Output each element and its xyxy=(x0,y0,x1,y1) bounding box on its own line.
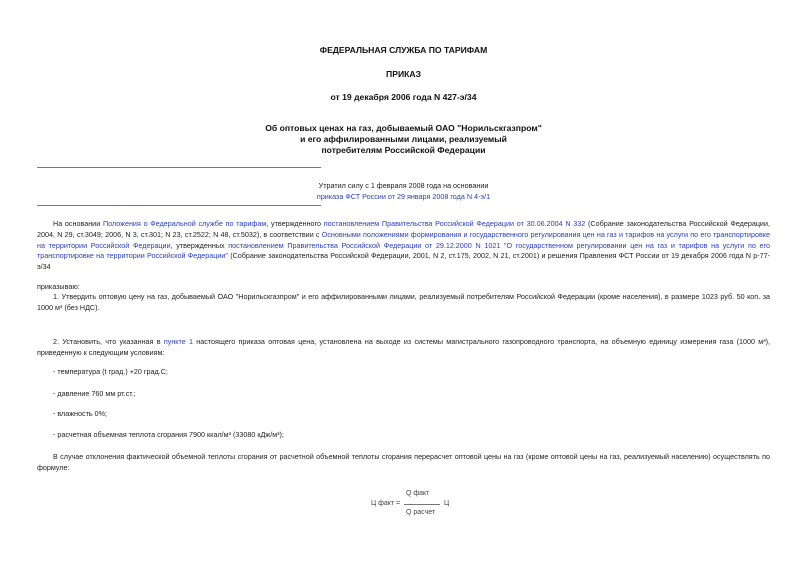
preamble-text-4: , утвержденных xyxy=(170,240,229,250)
status-note-link[interactable]: приказа ФСТ России от 29 января 2008 года N 4-э/1 xyxy=(316,192,491,201)
condition-temperature: - температура (t град.) +20 град.С; xyxy=(53,367,168,376)
doc-title-line-2: и его аффилированными лицами, реализуемый xyxy=(300,134,507,144)
condition-humidity: - влажность 0%; xyxy=(53,409,108,418)
condition-heat-value: - расчетная объемная теплота сгорания 7900 ккал/м³ (33080 кДж/м³); xyxy=(53,430,284,439)
formula-lhs: Ц факт = xyxy=(371,500,401,507)
link-basic-provisions[interactable]: Основными положениями формирования и государственного регулирования цен на газ и тарифов на услуги по его транспортировке на территории Российской Федерации xyxy=(37,229,770,250)
item-2-text-1: 2. Установить, что указанная в xyxy=(53,337,164,346)
preamble-text-3: (Собрание законодательства Российской Федерации, 2004, N 29, ст.3049; 2006, N 3, ст.301; N 23, ст.2522; N 48, ст.5032), в соответствии с xyxy=(37,219,770,239)
link-resolution-332[interactable]: постановлением Правительства Российской Федерации от 30.06.2004 N 332 xyxy=(323,219,586,228)
item-2-paragraph xyxy=(37,337,770,359)
doc-title-line-3: потребителям Российской Федерации xyxy=(321,145,486,155)
order-word: приказываю: xyxy=(37,282,80,291)
preamble-text-2: , утвержденного xyxy=(266,219,324,228)
doc-title-line-1: Об оптовых ценах на газ, добываемый ОАО "Норильскгазпром" xyxy=(265,123,542,133)
doc-date-number: от 19 декабря 2006 года N 427-э/34 xyxy=(330,92,477,102)
deviation-paragraph: В случае отклонения фактической объемной теплоты сгорания от расчетной объемной теплоты сгорания перерасчет оптовой цены на газ (кроме оптовой цены на газ, реализуемый населению) осуществлять по формуле: xyxy=(37,452,770,472)
item-2-text-2: настоящего приказа оптовая цена, установлена на выходе из системы магистрального газопроводного транспорта, на объемную единицу измерения газа (1000 м³), приведенную к следующим условиям: xyxy=(37,337,770,357)
condition-pressure: - давление 760 мм рт.ст.; xyxy=(53,389,136,398)
formula-fraction-bar xyxy=(404,504,440,505)
item-1-paragraph: 1. Утвердить оптовую цену на газ, добываемый ОАО "Норильскгазпром" и его аффилированными лицами, реализуемый потребителям Российской Федерации (кроме населения), в размере 1023 руб. 50 коп. за 1000 м³ (без НДС). xyxy=(37,292,770,312)
formula-denominator: Q расчет xyxy=(406,509,436,516)
link-item-1[interactable]: пункте 1 xyxy=(163,337,193,346)
status-note-text: Утратил силу с 1 февраля 2008 года на основании xyxy=(318,181,489,190)
agency-name: ФЕДЕРАЛЬНАЯ СЛУЖБА ПО ТАРИФАМ xyxy=(319,45,488,55)
doc-type: ПРИКАЗ xyxy=(386,69,421,79)
divider-top xyxy=(37,167,321,168)
preamble-text-5: (Собрание законодательства Российской Федерации, 2001, N 2, ст.175, 2002, N 21, ст.2001) и решения Правления ФСТ России от 19 декабря 2006 года N р-77-э/34 xyxy=(37,251,771,272)
link-fst-regulation[interactable]: Положения о Федеральной службе по тарифам xyxy=(102,219,267,228)
link-resolution-1021[interactable]: постановлением Правительства Российской Федерации от 29.12.2000 N 1021 "О государственном регулировании цен на газ и тарифов на услуги по его транспортировке на территории Российской Федерации" xyxy=(37,240,771,261)
divider-bottom xyxy=(37,205,321,206)
formula-numerator: Q факт xyxy=(406,490,430,497)
preamble-paragraph xyxy=(37,219,770,273)
formula-multiplier: Ц xyxy=(444,500,450,507)
preamble-text-1: На основании xyxy=(53,219,103,228)
